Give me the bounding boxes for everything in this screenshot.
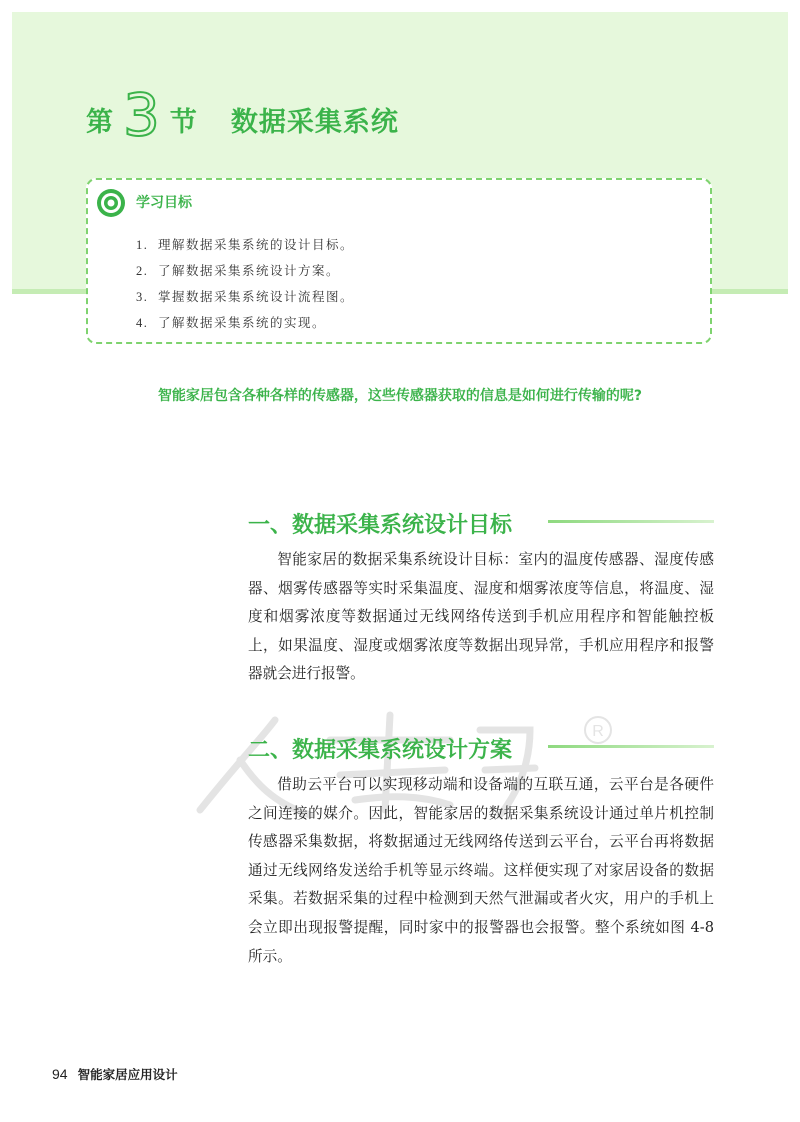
section-title bbox=[86, 81, 399, 154]
goal-text: 了解数据采集系统设计方案。 bbox=[158, 263, 341, 278]
learning-goals-box bbox=[86, 178, 712, 344]
book-title: 智能家居应用设计 bbox=[77, 1067, 178, 1082]
intro-question: 智能家居包含各种各样的传感器，这些传感器获取的信息是如何进行传输的呢? bbox=[157, 388, 643, 404]
page-footer bbox=[52, 1065, 178, 1083]
heading-rule bbox=[548, 520, 714, 523]
goal-number: 1. bbox=[136, 238, 149, 252]
paragraph-design-plan: 借助云平台可以实现移动端和设备端的互联互通，云平台是各硬件之间连接的媒介。因此，智能家居的数据采集系统设计通过单片机控制传感器采集数据，将数据通过无线网络传送到云平台，云平台再将数据通过无线网络发送给手机等显示终端。这样便实现了对家居设备的数据采集。若数据采集的过程中检测到天然气泄漏或者火灾，用户的手机上会立即出现报警提醒，同时家中的报警器也会报警。整个系统如图 4-8 所示。 bbox=[248, 776, 714, 965]
goal-number: 2. bbox=[136, 264, 149, 278]
section-prefix: 第 bbox=[86, 106, 113, 138]
goal-text: 理解数据采集系统的设计目标。 bbox=[158, 237, 355, 252]
goal-text: 掌握数据采集系统设计流程图。 bbox=[158, 289, 355, 304]
goal-text: 了解数据采集系统的实现。 bbox=[158, 315, 327, 330]
goals-heading: 学习目标 bbox=[136, 195, 192, 211]
svg-text:R: R bbox=[592, 723, 604, 740]
page-number: 94 bbox=[52, 1066, 68, 1082]
goal-item bbox=[136, 284, 354, 310]
goal-number: 3. bbox=[136, 290, 149, 304]
paragraph-design-goals: 智能家居的数据采集系统设计目标：室内的温度传感器、湿度传感器、烟雾传感器等实时采集温度、湿度和烟雾浓度等信息，将温度、湿度和烟雾浓度等数据通过无线网络传送到手机应用程序和智能触控板上，如果温度、湿度或烟雾浓度等数据出现异常，手机应用程序和报警器就会进行报警。 bbox=[248, 551, 714, 683]
goal-item bbox=[136, 232, 354, 258]
goal-list bbox=[136, 232, 354, 336]
heading-rule bbox=[548, 745, 714, 748]
section-number: 3 bbox=[123, 81, 160, 149]
heading-design-goals: 一、数据采集系统设计目标 bbox=[248, 512, 513, 538]
goal-item bbox=[136, 258, 354, 284]
heading-design-plan: 二、数据采集系统设计方案 bbox=[248, 737, 513, 763]
target-icon bbox=[96, 188, 126, 218]
goal-number: 4. bbox=[136, 316, 149, 330]
goal-item bbox=[136, 310, 354, 336]
section-suffix: 节 bbox=[169, 106, 197, 138]
section-name: 数据采集系统 bbox=[230, 106, 399, 138]
